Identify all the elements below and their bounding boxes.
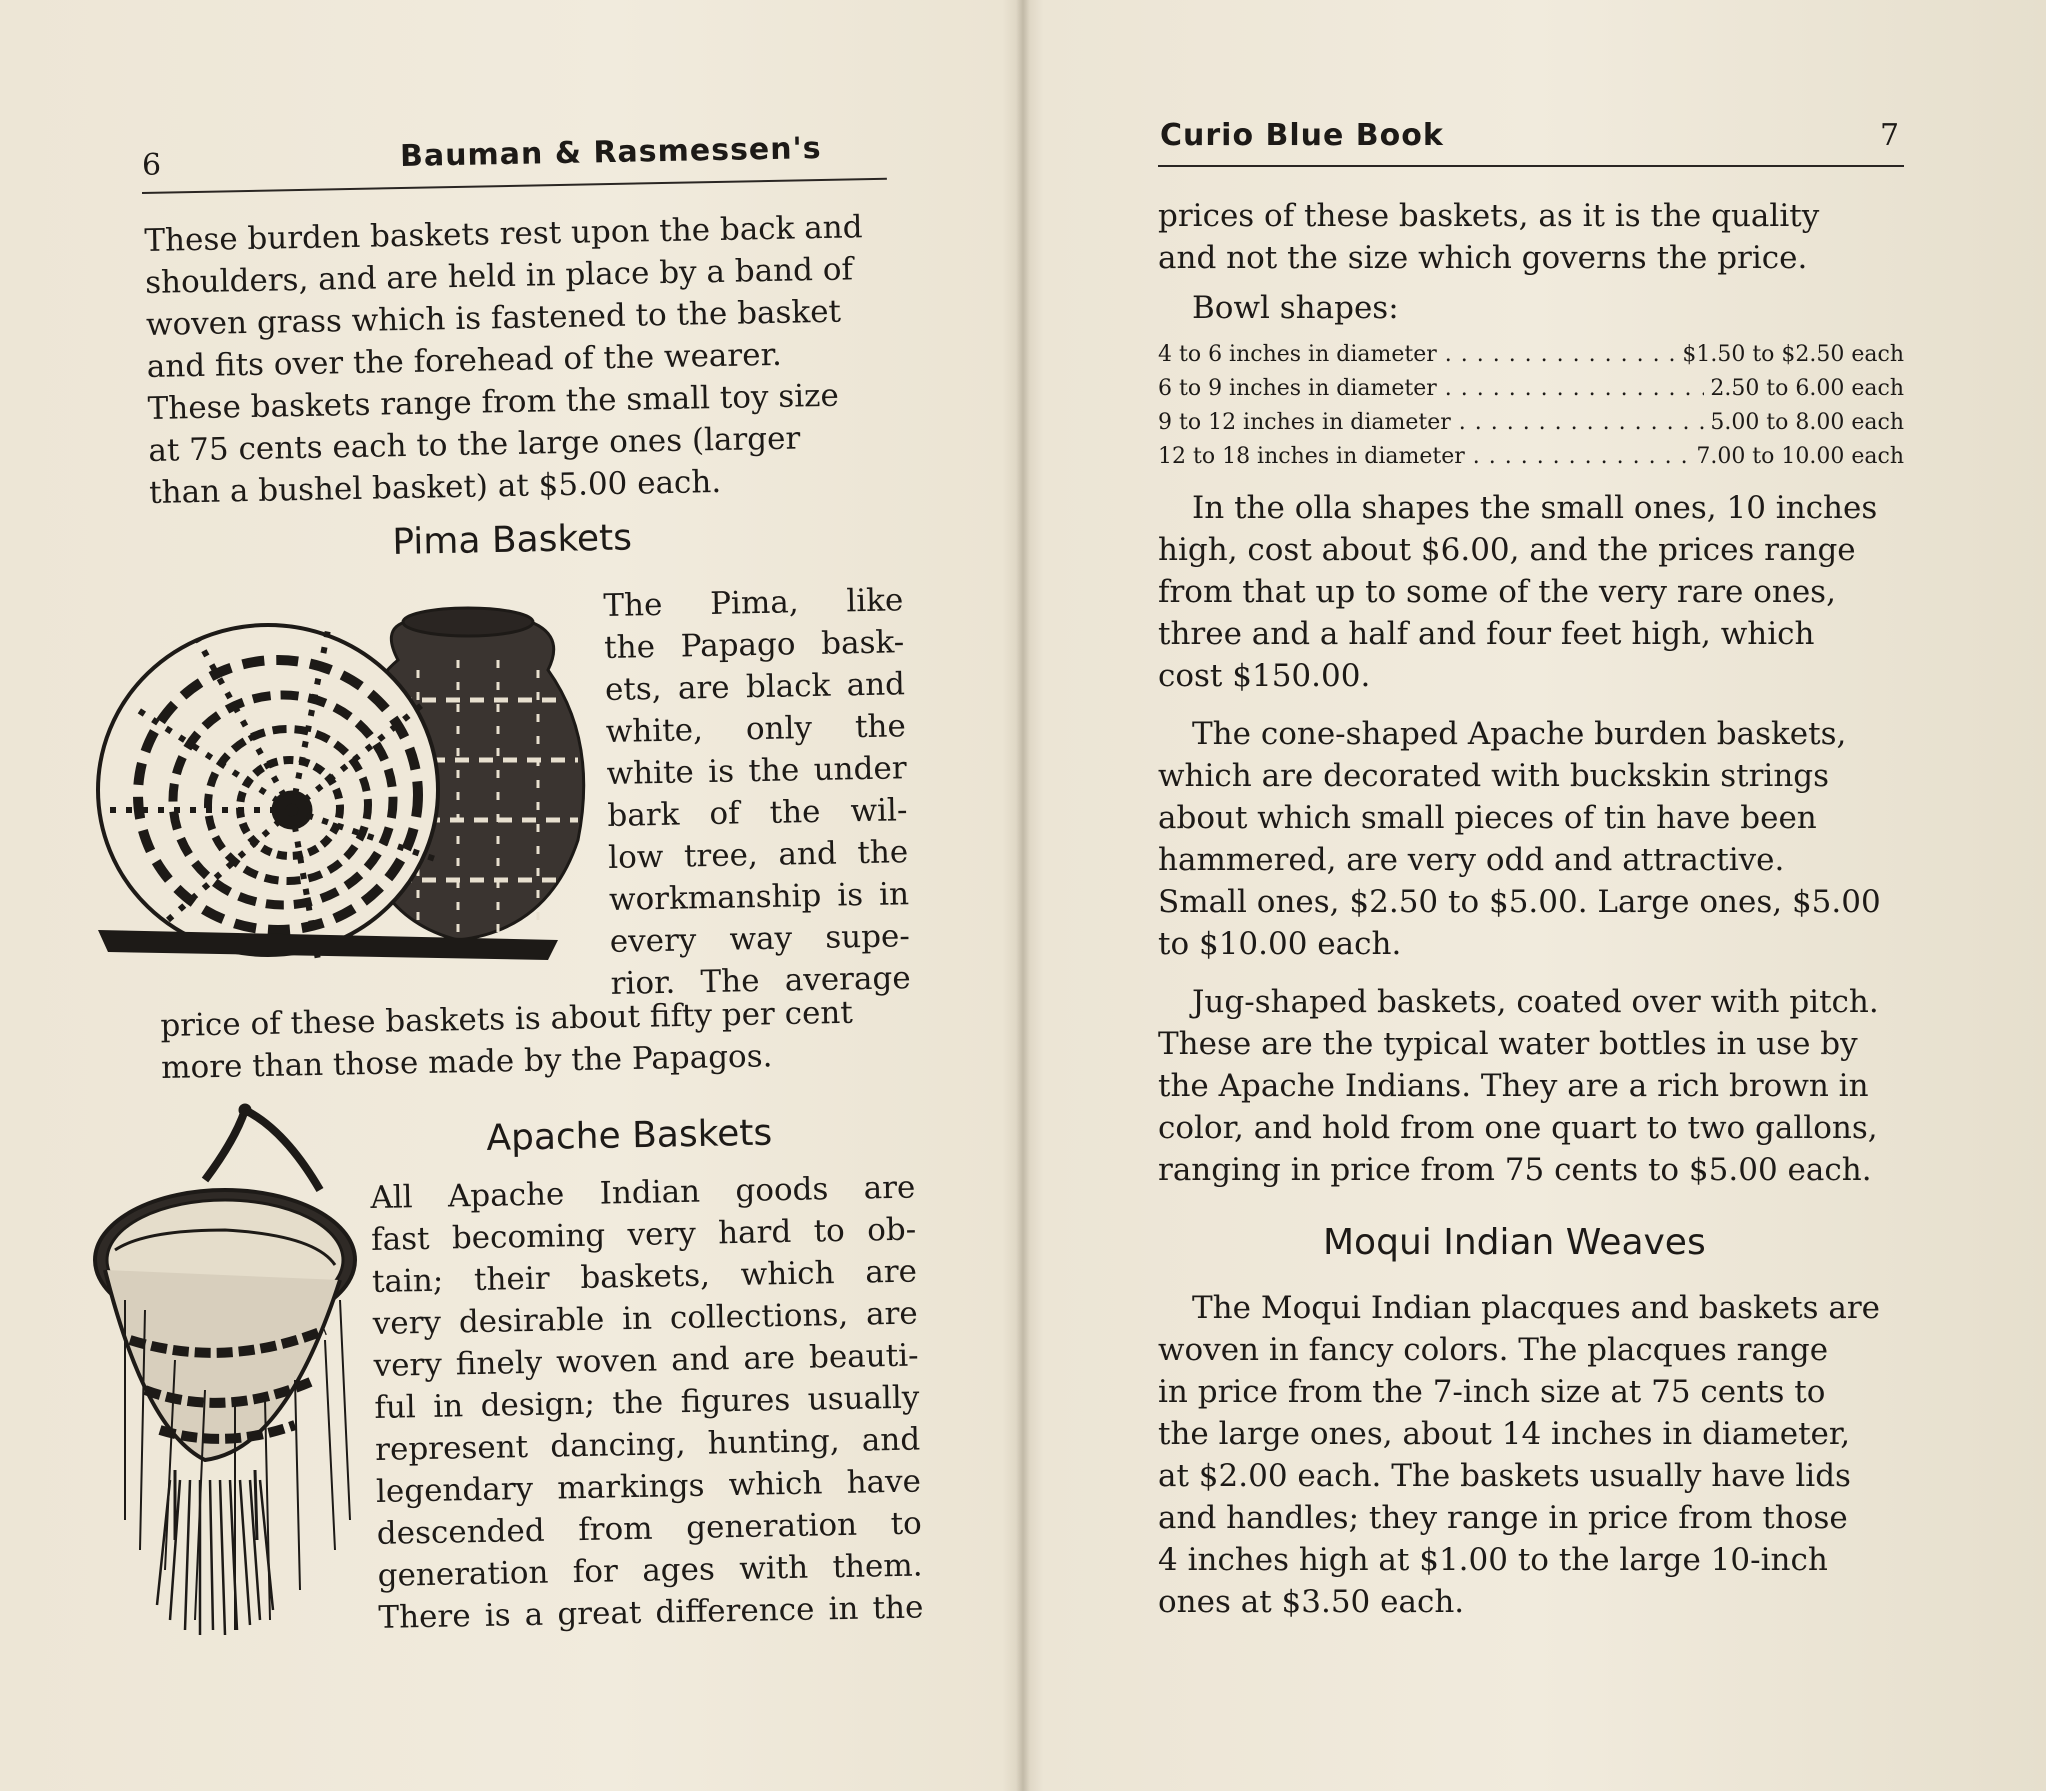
text-line: ranging in price from 75 cents to $5.00 each. — [1158, 1152, 1872, 1188]
size-label: 6 to 9 inches in diameter . . . — [1158, 372, 1704, 406]
text-line: to $10.00 each. — [1158, 926, 1402, 962]
text-line: ful in design; the figures usually — [374, 1379, 920, 1426]
page-number: 7 — [1880, 118, 1900, 153]
text-line: rior. The average — [610, 960, 911, 1002]
apache-heading: Apache Baskets — [486, 1112, 773, 1159]
continuation-paragraph — [1158, 195, 1904, 279]
apache-basket-illustration — [85, 1100, 370, 1640]
text-line: very desirable in collections, are — [372, 1295, 919, 1342]
text-line: three and a half and four feet high, which — [1158, 616, 1815, 652]
price-value: 7.00 to 10.00 each — [1696, 444, 1904, 469]
price-row — [1158, 406, 1904, 440]
text-line: about which small pieces of tin have been — [1158, 800, 1817, 836]
text-line: white, only the — [605, 708, 907, 750]
text-line: the large ones, about 14 inches in diameter, — [1158, 1416, 1851, 1452]
text-line: tain; their baskets, which are — [371, 1253, 918, 1300]
header-rule — [1158, 165, 1904, 167]
cone-paragraph — [1158, 713, 1904, 965]
size-label: 12 to 18 inches in diameter . . . — [1158, 440, 1690, 474]
text-line: bark of the wil- — [607, 792, 908, 834]
text-line: prices of these baskets, as it is the quality — [1158, 198, 1820, 234]
left-page — [0, 0, 1016, 1791]
text-line: white is the under — [606, 750, 907, 792]
text-line: descended from generation to — [376, 1505, 923, 1552]
text-line: These baskets range from the small toy size — [147, 377, 840, 427]
price-row — [1158, 440, 1904, 474]
text-line: fast becoming very hard to ob- — [370, 1211, 917, 1258]
text-line: All Apache Indian goods are — [370, 1169, 916, 1216]
price-value: 2.50 to 6.00 each — [1710, 376, 1904, 401]
text-line: from that up to some of the very rare ones, — [1158, 574, 1836, 610]
text-line: and handles; they range in price from those — [1158, 1500, 1848, 1536]
text-line: These burden baskets rest upon the back and — [144, 209, 863, 259]
text-line: high, cost about $6.00, and the prices range — [1158, 532, 1856, 568]
text-line: at $2.00 each. The baskets usually have lids — [1158, 1458, 1851, 1494]
text-line: color, and hold from one quart to two gallons, — [1158, 1110, 1878, 1146]
text-line: The Moqui Indian placques and baskets are — [1192, 1290, 1880, 1326]
intro-paragraph — [144, 206, 900, 514]
text-line: the Apache Indians. They are a rich brown in — [1158, 1068, 1869, 1104]
header-rule — [142, 178, 887, 194]
size-label: 9 to 12 inches in diameter . . . — [1158, 406, 1704, 440]
text-line: hammered, are very odd and attractive. — [1158, 842, 1785, 878]
book-gutter — [1016, 0, 1030, 1791]
text-line: which are decorated with buckskin strings — [1158, 758, 1830, 794]
right-page — [1030, 0, 2046, 1791]
text-line: in price from the 7-inch size at 75 cents to — [1158, 1374, 1826, 1410]
price-row — [1158, 338, 1904, 372]
text-line: and not the size which governs the price. — [1158, 240, 1808, 276]
text-line: generation for ages with them. — [377, 1547, 923, 1594]
text-line: more than those made by the Papagos. — [160, 1038, 773, 1086]
running-head: Bauman & Rasmessen's — [399, 130, 822, 175]
text-line: cost $150.00. — [1158, 658, 1371, 694]
text-line: Small ones, $2.50 to $5.00. Large ones, $5.00 — [1158, 884, 1881, 920]
pima-heading: Pima Baskets — [392, 517, 633, 563]
apache-burden-basket-engraving — [95, 1104, 355, 1635]
text-line: woven grass which is fastened to the basket — [145, 293, 842, 343]
page-number: 6 — [142, 148, 162, 183]
text-line: The cone-shaped Apache burden baskets, — [1192, 716, 1847, 752]
text-line: very finely woven and are beauti- — [373, 1337, 919, 1384]
text-line: Jug-shaped baskets, coated over with pitch. — [1192, 984, 1879, 1020]
price-value: 5.00 to 8.00 each — [1710, 410, 1904, 435]
pima-continuation — [160, 991, 906, 1089]
text-line: price of these baskets is about fifty per cent — [160, 994, 854, 1044]
text-line: than a bushel basket) at $5.00 each. — [148, 463, 722, 511]
text-line: ones at $3.50 each. — [1158, 1584, 1465, 1620]
text-line: ets, are black and — [604, 666, 906, 708]
bowl-shapes-label: Bowl shapes: — [1192, 290, 1399, 326]
price-row — [1158, 372, 1904, 406]
moqui-heading: Moqui Indian Weaves — [1323, 1222, 1706, 1263]
text-line: There is a great difference in the — [378, 1589, 924, 1636]
text-line: shoulders, and are held in place by a band of — [144, 251, 854, 301]
pima-basket-illustration — [78, 590, 608, 970]
text-line: at 75 cents each to the large ones (larger — [148, 420, 801, 469]
text-line: legendary markings which have — [375, 1463, 922, 1510]
pima-paragraph — [603, 579, 911, 1005]
text-line: workmanship is in — [608, 876, 910, 918]
text-line: woven in fancy colors. The placques range — [1158, 1332, 1829, 1368]
bowl-price-table — [1158, 338, 1904, 474]
text-line: every way supe- — [609, 918, 911, 960]
olla-paragraph — [1158, 487, 1904, 697]
jug-paragraph — [1158, 981, 1904, 1191]
text-line: In the olla shapes the small ones, 10 inches — [1192, 490, 1878, 526]
text-line: represent dancing, hunting, and — [374, 1421, 921, 1468]
text-line: low tree, and the — [607, 834, 909, 876]
running-head: Curio Blue Book — [1160, 118, 1444, 153]
text-line: and fits over the forehead of the wearer. — [146, 336, 783, 385]
text-line: 4 inches high at $1.00 to the large 10-inch — [1158, 1542, 1828, 1578]
text-line: These are the typical water bottles in use by — [1158, 1026, 1858, 1062]
size-label: 4 to 6 inches in diameter . . . — [1158, 338, 1676, 372]
text-line: The Pima, like — [603, 582, 904, 624]
price-value: $1.50 to $2.50 each — [1682, 342, 1904, 367]
text-line: the Papago bask- — [603, 624, 905, 666]
apache-paragraph — [370, 1167, 924, 1639]
pima-basket-and-olla-engraving — [98, 608, 584, 960]
moqui-paragraph — [1158, 1287, 1904, 1623]
